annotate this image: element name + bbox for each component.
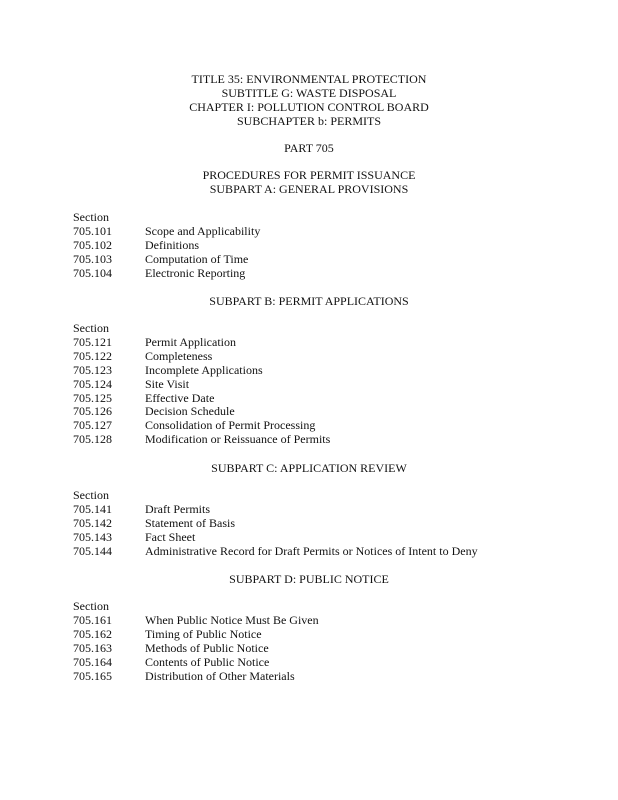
section-title: Computation of Time (145, 251, 249, 266)
table-row (73, 642, 319, 656)
section-number: 705.142 (73, 515, 112, 530)
subpart-b-section-list (73, 322, 330, 447)
part-title-line: PROCEDURES FOR PERMIT ISSUANCE (202, 168, 416, 182)
table-row (73, 253, 260, 267)
table-row (73, 392, 330, 406)
table-row (73, 517, 478, 531)
section-label: Section (73, 488, 109, 502)
section-title: Statement of Basis (145, 515, 235, 530)
section-number: 705.103 (73, 251, 112, 266)
section-number: 705.122 (73, 348, 112, 363)
section-number: 705.126 (73, 404, 112, 419)
chapter-line: CHAPTER I: POLLUTION CONTROL BOARD (189, 100, 429, 114)
section-number: 705.141 (73, 501, 112, 516)
section-title: Permit Application (145, 334, 236, 349)
table-row (73, 405, 330, 419)
section-title: When Public Notice Must Be Given (145, 612, 319, 627)
table-row (73, 378, 330, 392)
section-title: Administrative Record for Draft Permits or Notices of Intent to Deny (145, 543, 478, 558)
table-row (73, 350, 330, 364)
section-label: Section (73, 321, 109, 335)
table-row (73, 225, 260, 239)
section-number: 705.143 (73, 529, 112, 544)
subpart-a-heading: SUBPART A: GENERAL PROVISIONS (209, 182, 409, 196)
section-number: 705.164 (73, 654, 112, 669)
section-title: Completeness (145, 348, 213, 363)
section-title: Timing of Public Notice (145, 626, 262, 641)
section-number: 705.125 (73, 390, 112, 405)
subpart-a-section-list (73, 211, 260, 281)
section-number: 705.127 (73, 418, 112, 433)
part-line: PART 705 (284, 141, 334, 155)
subpart-c-section-list (73, 489, 478, 559)
subchapter-line: SUBCHAPTER b: PERMITS (236, 114, 382, 128)
section-number: 705.128 (73, 432, 112, 447)
section-label: Section (73, 599, 109, 613)
section-number: 705.123 (73, 362, 112, 377)
table-row (73, 545, 478, 559)
table-row (73, 614, 319, 628)
section-number: 705.102 (73, 237, 112, 252)
section-number: 705.124 (73, 376, 112, 391)
table-row (73, 628, 319, 642)
table-row (73, 419, 330, 433)
section-number: 705.162 (73, 626, 112, 641)
table-row (73, 239, 260, 253)
subpart-c-heading: SUBPART C: APPLICATION REVIEW (211, 461, 407, 475)
subtitle-line: SUBTITLE G: WASTE DISPOSAL (221, 86, 397, 100)
section-title: Electronic Reporting (145, 265, 246, 280)
section-number: 705.121 (73, 334, 112, 349)
section-title: Modification or Reissuance of Permits (145, 432, 331, 447)
section-title: Consolidation of Permit Processing (145, 418, 316, 433)
table-row (73, 503, 478, 517)
table-row (73, 364, 330, 378)
table-row (73, 531, 478, 545)
title-line: TITLE 35: ENVIRONMENTAL PROTECTION (191, 72, 427, 86)
section-title: Distribution of Other Materials (145, 668, 295, 683)
section-number: 705.165 (73, 668, 112, 683)
section-title: Methods of Public Notice (145, 640, 269, 655)
table-row (73, 656, 319, 670)
section-number: 705.161 (73, 612, 112, 627)
table-row (73, 336, 330, 350)
section-number: 705.101 (73, 223, 112, 238)
subpart-b-heading: SUBPART B: PERMIT APPLICATIONS (209, 294, 409, 308)
section-title: Incomplete Applications (145, 362, 263, 377)
section-title: Draft Permits (145, 501, 210, 516)
subpart-d-section-list (73, 600, 319, 683)
section-title: Decision Schedule (145, 404, 235, 419)
section-title: Fact Sheet (145, 529, 196, 544)
table-row (73, 670, 319, 684)
section-title: Definitions (145, 237, 199, 252)
table-row (73, 433, 330, 447)
section-number: 705.144 (73, 543, 112, 558)
section-title: Site Visit (145, 376, 190, 391)
section-title: Effective Date (145, 390, 215, 405)
section-label: Section (73, 210, 109, 224)
document-header (0, 72, 618, 196)
section-number: 705.163 (73, 640, 112, 655)
table-row (73, 267, 260, 281)
section-number: 705.104 (73, 265, 112, 280)
subpart-d-heading: SUBPART D: PUBLIC NOTICE (229, 572, 389, 586)
section-title: Contents of Public Notice (145, 654, 270, 669)
section-title: Scope and Applicability (145, 223, 261, 238)
